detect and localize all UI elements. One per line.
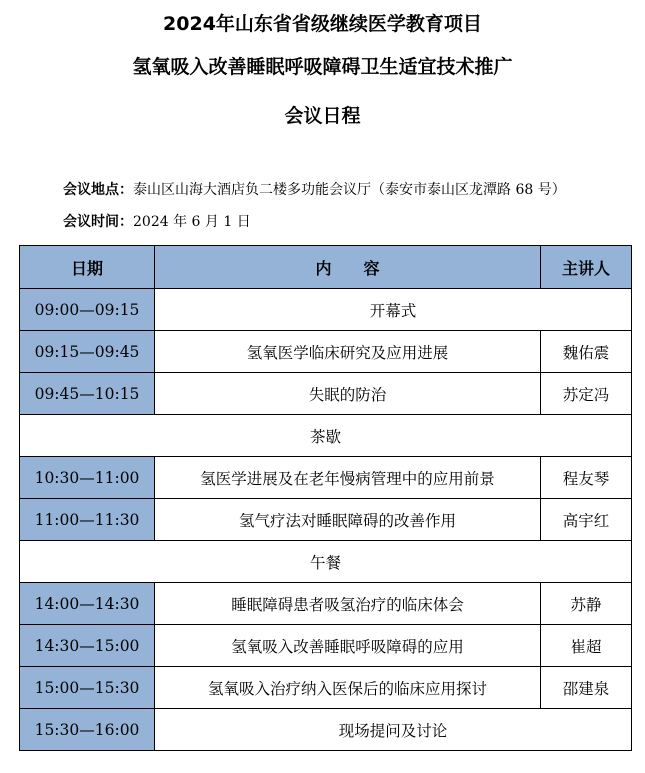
row-content: 氢气疗法对睡眠障碍的改善作用	[155, 499, 541, 541]
row-speaker: 苏定冯	[541, 373, 632, 415]
break-label: 茶歇	[20, 415, 632, 457]
table-row	[20, 289, 632, 331]
break-row	[20, 541, 632, 583]
table-row	[20, 667, 632, 709]
row-time: 09:00—09:15	[20, 289, 155, 331]
table-row	[20, 709, 632, 751]
row-time: 15:00—15:30	[20, 667, 155, 709]
row-content: 现场提问及讨论	[155, 709, 632, 751]
row-content: 氢氧吸入改善睡眠呼吸障碍的应用	[155, 625, 541, 667]
row-time: 09:45—10:15	[20, 373, 155, 415]
row-content: 睡眠障碍患者吸氢治疗的临床体会	[155, 583, 541, 625]
time-label: 会议时间：	[63, 214, 133, 230]
header-content: 内 容	[155, 246, 541, 289]
row-content: 开幕式	[155, 289, 632, 331]
table-row	[20, 625, 632, 667]
time-value: 2024 年 6 月 1 日	[133, 214, 251, 230]
table-header-row	[20, 246, 632, 289]
row-content: 氢氧吸入治疗纳入医保后的临床应用探讨	[155, 667, 541, 709]
row-speaker: 崔超	[541, 625, 632, 667]
row-time: 14:00—14:30	[20, 583, 155, 625]
row-speaker: 邵建泉	[541, 667, 632, 709]
row-speaker: 高宇红	[541, 499, 632, 541]
meeting-location	[63, 179, 566, 199]
table-row	[20, 373, 632, 415]
document-title-line2: 氢氧吸入改善睡眠呼吸障碍卫生适宜技术推广	[132, 56, 513, 78]
row-time: 11:00—11:30	[20, 499, 155, 541]
header-speaker: 主讲人	[541, 246, 632, 289]
location-label: 会议地点：	[63, 182, 133, 198]
row-speaker: 苏静	[541, 583, 632, 625]
row-speaker: 魏佑震	[541, 331, 632, 373]
document-title-line1: 2024年山东省省级继续医学教育项目	[163, 13, 482, 35]
header-date: 日期	[20, 246, 155, 289]
table-row	[20, 457, 632, 499]
row-time: 15:30—16:00	[20, 709, 155, 751]
row-time: 14:30—15:00	[20, 625, 155, 667]
meeting-time	[63, 211, 251, 231]
row-time: 10:30—11:00	[20, 457, 155, 499]
row-time: 09:15—09:45	[20, 331, 155, 373]
row-content: 失眠的防治	[155, 373, 541, 415]
row-content: 氢氧医学临床研究及应用进展	[155, 331, 541, 373]
row-content: 氢医学进展及在老年慢病管理中的应用前景	[155, 457, 541, 499]
location-value: 泰山区山海大酒店负二楼多功能会议厅（泰安市泰山区龙潭路 68 号）	[133, 182, 566, 198]
table-row	[20, 583, 632, 625]
table-row	[20, 331, 632, 373]
document-title-line3: 会议日程	[284, 105, 361, 127]
break-row	[20, 415, 632, 457]
row-speaker: 程友琴	[541, 457, 632, 499]
break-label: 午餐	[20, 541, 632, 583]
schedule-table	[19, 245, 632, 751]
table-row	[20, 499, 632, 541]
